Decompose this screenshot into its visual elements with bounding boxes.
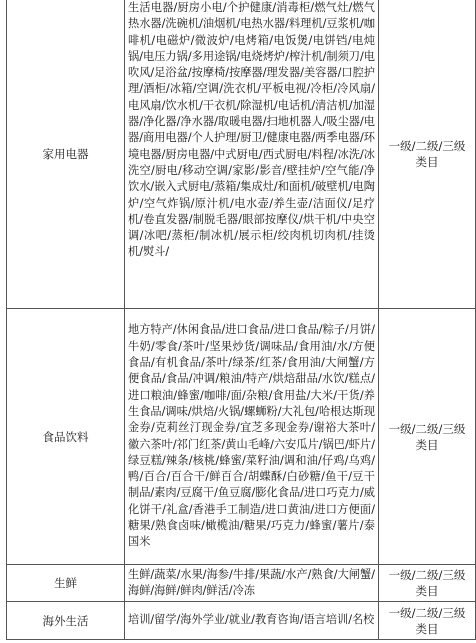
table-row bbox=[7, 602, 476, 640]
level-cell bbox=[379, 602, 476, 640]
level-text: 一级/二级/三级 bbox=[388, 139, 466, 153]
category-cell: 家用电器 bbox=[7, 0, 125, 309]
level-text: 一级/二级/三级 bbox=[388, 421, 466, 436]
level-text: 一级/二级/三级 bbox=[388, 568, 466, 582]
category-cell: 海外生活 bbox=[7, 602, 125, 640]
level-text: 类目 bbox=[415, 621, 439, 636]
level-cell bbox=[379, 565, 476, 602]
items-cell: 生鲜/蔬菜/水果/海参/牛排/果蔬/水产/熟食/大闸蟹/海鲜/海鲜/鲜肉/鲜活/冷冻 bbox=[125, 565, 379, 602]
level-text: 类目 bbox=[415, 155, 439, 169]
category-cell: 食品饮料 bbox=[7, 309, 125, 565]
table-row bbox=[7, 309, 476, 565]
level-text: 类目 bbox=[415, 437, 439, 452]
level-cell bbox=[379, 309, 476, 565]
category-table bbox=[6, 0, 476, 640]
items-cell: 地方特产/休闲食品/进口食品/进口食品/粽子/月饼/牛奶/零食/茶叶/坚果炒货/调味品/食用油/水/方便食品/有机食品/茶叶/绿茶/红茶/食用油/大闸蟹/方便食品/食品/冲调/粮油/特产/烘焙甜品/水饮/糕点/进口粮油/蜂蜜/咖啡/面/杂粮/食用盐/大米/干货/养生食品/调味/烘焙/火锅/螺蛳粉/大礼包/哈根达斯现金券/克莉丝汀现金券/宜芝多现金券/谢裕大茶叶/徽六茶叶/祁门红茶/黄山毛峰/六安瓜片/锅巴/虾片/绿豆糕/辣条/核桃/蜂蜜/菜籽油/调和油/仔鸡/乌鸡/鸭/百合/百合干/鲜百合/胡蝶酥/白砂糖/鱼干/豆干制品/素肉/豆腐干/鱼豆腐/膨化食品/进口巧克力/威化饼干/礼盒/香港手工制造/进口黄油/进口方便面/糖果/熟食卤味/橄榄油/糖果/巧克力/蜂蜜/薯片/泰国米 bbox=[125, 309, 379, 565]
category-cell: 生鲜 bbox=[7, 565, 125, 602]
level-cell bbox=[379, 0, 476, 309]
level-text: 一级/二级/三级 bbox=[388, 605, 466, 620]
table-row bbox=[7, 565, 476, 602]
items-cell: 培训/留学/海外学业/就业/教育咨询/语言培训/名校 bbox=[125, 602, 379, 640]
items-cell: 生活电器/厨房小电/个护健康/消毒柜/燃气灶/燃气热水器/洗碗机/油烟机/电热水器/料理机/豆浆机/咖啡机/电磁炉/微波炉/电烤箱/电饭煲/电饼铛/电炖锅/电压力锅/多用途锅/电烧烤炉/榨汁机/制须刀/电吹风/足浴盆/按摩椅/按摩器/理发器/美容器/口腔护理/酒柜/冰箱/空调/洗衣机/平板电视/冷柜/冷风扇/电风扇/饮水机/干衣机/除湿机/电话机/清洁机/加湿器/净化器/净水器/取暖电器/扫地机器人/吸尘器/电器/商用电器/个人护理/厨卫/健康电器/两季电器/环境电器/厨房电器/中式厨电/西式厨电/料程/冰洗/冰洗空/厨电/移动空调/家影/影音/壁挂炉/空气能/净饮水/嵌入式厨电/蒸箱/集成灶/和面机/破壁机/电陶炉/空气炸锅/原汁机/电水壶/养生壶/洁面仪/足疗机/卷直发器/制脱毛器/眼部按摩仪/烘干机/中央空调/冰吧/蒸柜/制冰机/展示柜/绞肉机切肉机/挂烫机/熨斗/ bbox=[125, 0, 379, 309]
table-row bbox=[7, 0, 476, 309]
level-text: 类目 bbox=[415, 584, 439, 598]
